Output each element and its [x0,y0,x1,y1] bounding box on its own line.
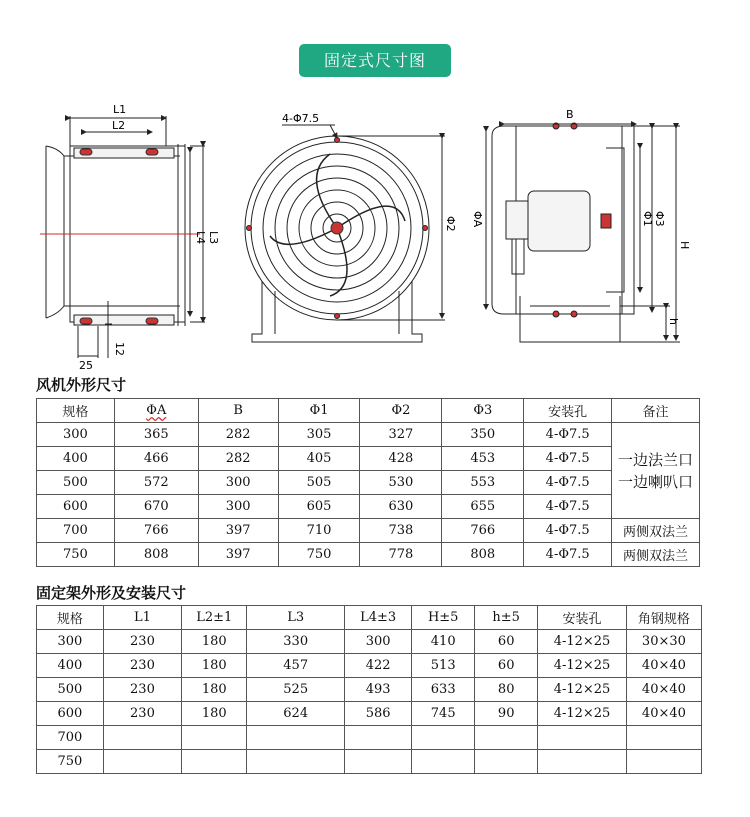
cell: 605 [278,495,360,519]
col-header: 角钢规格 [626,606,701,630]
cell: 500 [37,471,115,495]
label-phia: ΦA [471,211,484,228]
cell: 180 [182,702,247,726]
cell [182,750,247,774]
col-header: Φ1 [278,399,360,423]
cell: 400 [37,447,115,471]
table-row [37,543,700,567]
cell: 305 [278,423,360,447]
cell: 766 [442,519,524,543]
cell [182,726,247,750]
label-12: 12 [113,342,126,356]
table-row [37,678,702,702]
cell [412,750,475,774]
frame-dimension-table [36,605,702,774]
cell: 4-12×25 [538,702,627,726]
cell: 778 [360,543,442,567]
table-header-row [37,399,700,423]
cell: 525 [247,678,345,702]
table-row [37,495,700,519]
cell: 700 [37,519,115,543]
cell: 230 [103,702,181,726]
label-h-big: H [678,241,691,250]
cell: 466 [114,447,198,471]
label-l2: L2 [112,119,126,132]
col-header: 规格 [37,399,115,423]
cell: 670 [114,495,198,519]
remark-cell: 两侧双法兰 [612,543,700,567]
cell: 300 [345,630,412,654]
table-row [37,519,700,543]
cell: 808 [114,543,198,567]
remark-line-1: 一边法兰口 [618,450,694,469]
cell: 750 [37,750,104,774]
cell: 327 [360,423,442,447]
cell [345,750,412,774]
cell: 700 [37,726,104,750]
cell: 40×40 [626,678,701,702]
cell: 80 [475,678,538,702]
col-header: 安装孔 [538,606,627,630]
table-row [37,423,700,447]
cell: 572 [114,471,198,495]
cell [412,726,475,750]
remark-line-2: 一边喇叭口 [618,472,694,491]
cell: 630 [360,495,442,519]
col-header: Φ3 [442,399,524,423]
cell: 600 [37,702,104,726]
fan-section-title: 风机外形尺寸 [36,376,127,394]
label-holes: 4-Φ7.5 [282,112,320,125]
cell: 30×30 [626,630,701,654]
cell: 230 [103,678,181,702]
label-l1: L1 [113,103,127,116]
cell [103,750,181,774]
cell: 553 [442,471,524,495]
col-header: L2±1 [182,606,247,630]
cell: 4-Φ7.5 [524,447,612,471]
cell: 428 [360,447,442,471]
cell: 300 [198,495,278,519]
cell: 230 [103,630,181,654]
cell: 766 [114,519,198,543]
cell: 600 [37,495,115,519]
cell: 230 [103,654,181,678]
cell: 500 [37,678,104,702]
table-row [37,654,702,678]
cell: 90 [475,702,538,726]
cell: 745 [412,702,475,726]
cell: 513 [412,654,475,678]
cell [538,726,627,750]
cell: 710 [278,519,360,543]
table-row [37,447,700,471]
dimension-drawings [0,96,750,371]
table-row [37,702,702,726]
cell [247,726,345,750]
cell: 4-Φ7.5 [524,519,612,543]
col-header: 规格 [37,606,104,630]
front-view [245,125,445,342]
col-header: B [198,399,278,423]
col-header: ΦA [146,403,167,418]
cell: 4-Φ7.5 [524,423,612,447]
frame-table-body [37,630,702,774]
cell: 422 [345,654,412,678]
label-l4: L4 [194,231,207,245]
cell: 633 [412,678,475,702]
cell: 4-Φ7.5 [524,471,612,495]
cell: 457 [247,654,345,678]
label-b: B [566,108,574,121]
table-row [37,750,702,774]
col-header: L4±3 [345,606,412,630]
cell: 4-Φ7.5 [524,495,612,519]
cell: 750 [37,543,115,567]
label-phi3: Φ3 [653,211,666,227]
cell: 586 [345,702,412,726]
cell: 282 [198,447,278,471]
cell: 4-12×25 [538,654,627,678]
cell: 4-12×25 [538,630,627,654]
cell: 410 [412,630,475,654]
col-header: Φ2 [360,399,442,423]
label-phi2: Φ2 [444,216,457,232]
cell: 180 [182,678,247,702]
cell: 530 [360,471,442,495]
cell [475,750,538,774]
col-header: h±5 [475,606,538,630]
table-row [37,726,702,750]
cell: 453 [442,447,524,471]
cell: 400 [37,654,104,678]
cell [538,750,627,774]
cell: 365 [114,423,198,447]
table-row [37,471,700,495]
cell: 397 [198,519,278,543]
cell: 40×40 [626,702,701,726]
cell [475,726,538,750]
cell [626,750,701,774]
cell: 300 [198,471,278,495]
remark-cell [612,423,700,519]
side-view [40,116,205,358]
cell [247,750,345,774]
cell: 397 [198,543,278,567]
col-header: 安装孔 [524,399,612,423]
cell: 350 [442,423,524,447]
cell: 180 [182,630,247,654]
remark-cell: 两侧双法兰 [612,519,700,543]
cell: 60 [475,654,538,678]
cell: 330 [247,630,345,654]
label-h-small: h [667,318,680,325]
label-25: 25 [79,359,93,371]
right-view [486,123,680,342]
cell: 405 [278,447,360,471]
cell: 40×40 [626,654,701,678]
cell: 655 [442,495,524,519]
col-header: H±5 [412,606,475,630]
cell: 282 [198,423,278,447]
cell: 300 [37,630,104,654]
cell: 180 [182,654,247,678]
cell: 505 [278,471,360,495]
cell: 4-Φ7.5 [524,543,612,567]
cell: 624 [247,702,345,726]
frame-section-title: 固定架外形及安装尺寸 [36,584,187,602]
cell: 493 [345,678,412,702]
cell [626,726,701,750]
cell: 808 [442,543,524,567]
table-header-row [37,606,702,630]
table-row [37,630,702,654]
cell [345,726,412,750]
col-header: 备注 [612,399,700,423]
col-header: L3 [247,606,345,630]
fan-dimension-table [36,398,700,567]
cell: 738 [360,519,442,543]
cell [103,726,181,750]
label-l3: L3 [207,231,220,245]
col-header: L1 [103,606,181,630]
cell: 300 [37,423,115,447]
title-badge: 固定式尺寸图 [299,44,451,77]
cell: 750 [278,543,360,567]
cell: 60 [475,630,538,654]
cell: 4-12×25 [538,678,627,702]
label-phi1: Φ1 [641,211,654,227]
